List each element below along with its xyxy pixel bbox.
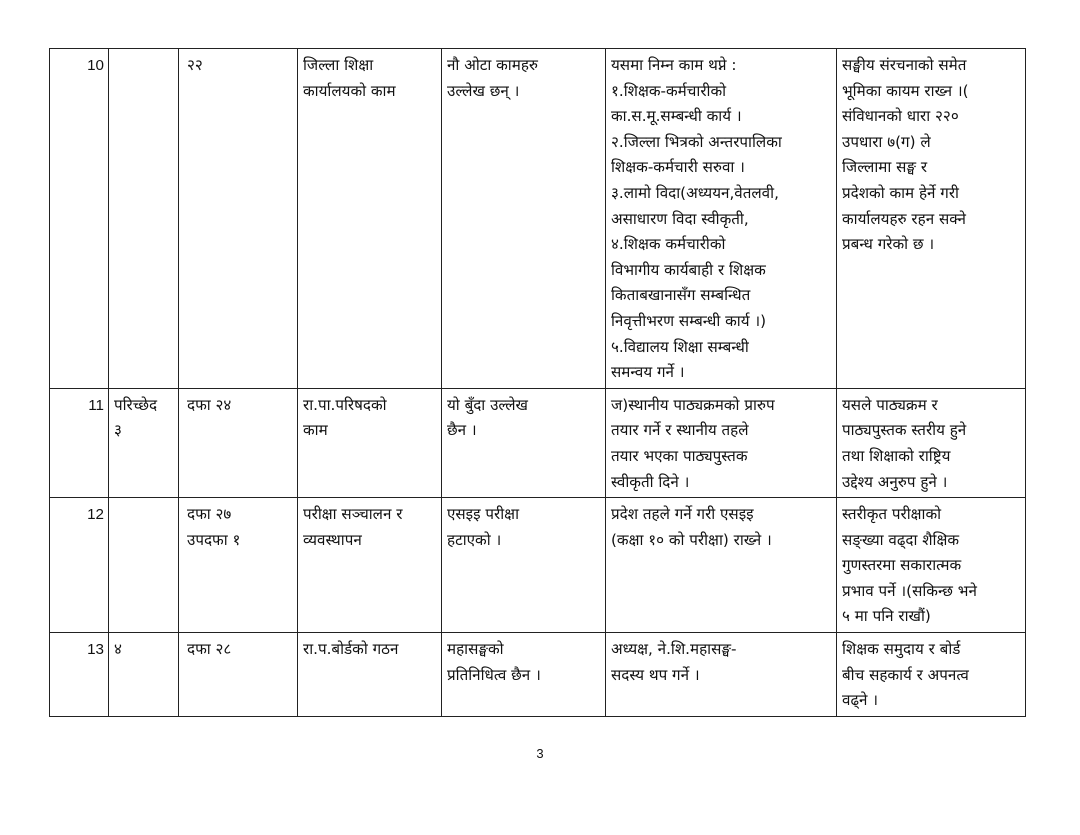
row-number: 11 <box>50 388 109 497</box>
proposal-cell: ज)स्थानीय पाठ्यक्रमको प्रारुप तयार गर्ने र स्थानीय तहले तयार भएका पाठ्यपुस्तक स्वीकृती दिने । <box>606 388 837 497</box>
section-cell: दफा २८ <box>179 633 298 717</box>
row-number: 12 <box>50 498 109 633</box>
section-cell: दफा २७ उपदफा १ <box>179 498 298 633</box>
row-number: 10 <box>50 49 109 389</box>
section-cell: २२ <box>179 49 298 389</box>
reason-cell: सङ्घीय संरचनाको समेत भूमिका कायम राख्न ।( संविधानको धारा २२० उपधारा ७(ग) ले जिल्लामा सङ्घ र प्रदेशको काम हेर्ने गरी कार्यालयहरु रहन सक्ने प्रबन्ध गरेको छ । <box>837 49 1026 389</box>
current-provision-cell: यो बुँदा उल्लेख छैन । <box>442 388 606 497</box>
proposal-cell: यसमा निम्न काम थप्ने : १.शिक्षक-कर्मचारीको का.स.मू.सम्बन्धी कार्य । २.जिल्ला भित्रको अन्तरपालिका शिक्षक-कर्मचारी सरुवा । ३.लामो विदा(अध्ययन,वेतलवी, असाधारण विदा स्वीकृती, ४.शिक्षक कर्मचारीको विभागीय कार्यबाही र शिक्षक किताबखानासँग सम्बन्धित निवृत्तीभरण सम्बन्धी कार्य ।) ५.विद्यालय शिक्षा सम्बन्धी समन्वय गर्ने । <box>606 49 837 389</box>
proposal-cell: प्रदेश तहले गर्ने गरी एसइइ (कक्षा १० को परीक्षा) राख्ने । <box>606 498 837 633</box>
subject-cell: रा.प.बोर्डको गठन <box>298 633 442 717</box>
table-row <box>50 633 1026 717</box>
current-provision-cell: महासङ्घको प्रतिनिधित्व छैन । <box>442 633 606 717</box>
subject-cell: परीक्षा सञ्चालन र व्यवस्थापन <box>298 498 442 633</box>
section-cell: दफा २४ <box>179 388 298 497</box>
reason-cell: स्तरीकृत परीक्षाको सङ्ख्या वढ्दा शैक्षिक गुणस्तरमा सकारात्मक प्रभाव पर्ने ।(सकिन्छ भने ५ मा पनि राखौं) <box>837 498 1026 633</box>
current-provision-cell: नौ ओटा कामहरु उल्लेख छन् । <box>442 49 606 389</box>
chapter-cell <box>109 49 179 389</box>
reason-cell: यसले पाठ्यक्रम र पाठ्यपुस्तक स्तरीय हुने तथा शिक्षाको राष्ट्रिय उद्देश्य अनुरुप हुने । <box>837 388 1026 497</box>
chapter-cell: ४ <box>109 633 179 717</box>
chapter-cell: परिच्छेद ३ <box>109 388 179 497</box>
table-row <box>50 498 1026 633</box>
current-provision-cell: एसइइ परीक्षा हटाएको । <box>442 498 606 633</box>
subject-cell: रा.पा.परिषदको काम <box>298 388 442 497</box>
proposal-cell: अध्यक्ष, ने.शि.महासङ्घ- सदस्य थप गर्ने । <box>606 633 837 717</box>
page-number: 3 <box>536 746 544 761</box>
table-row <box>50 49 1026 389</box>
chapter-cell <box>109 498 179 633</box>
reason-cell: शिक्षक समुदाय र बोर्ड बीच सहकार्य र अपनत्व वढ्ने । <box>837 633 1026 717</box>
row-number: 13 <box>50 633 109 717</box>
subject-cell: जिल्ला शिक्षा कार्यालयको काम <box>298 49 442 389</box>
amendment-table <box>49 48 1026 717</box>
table-row <box>50 388 1026 497</box>
